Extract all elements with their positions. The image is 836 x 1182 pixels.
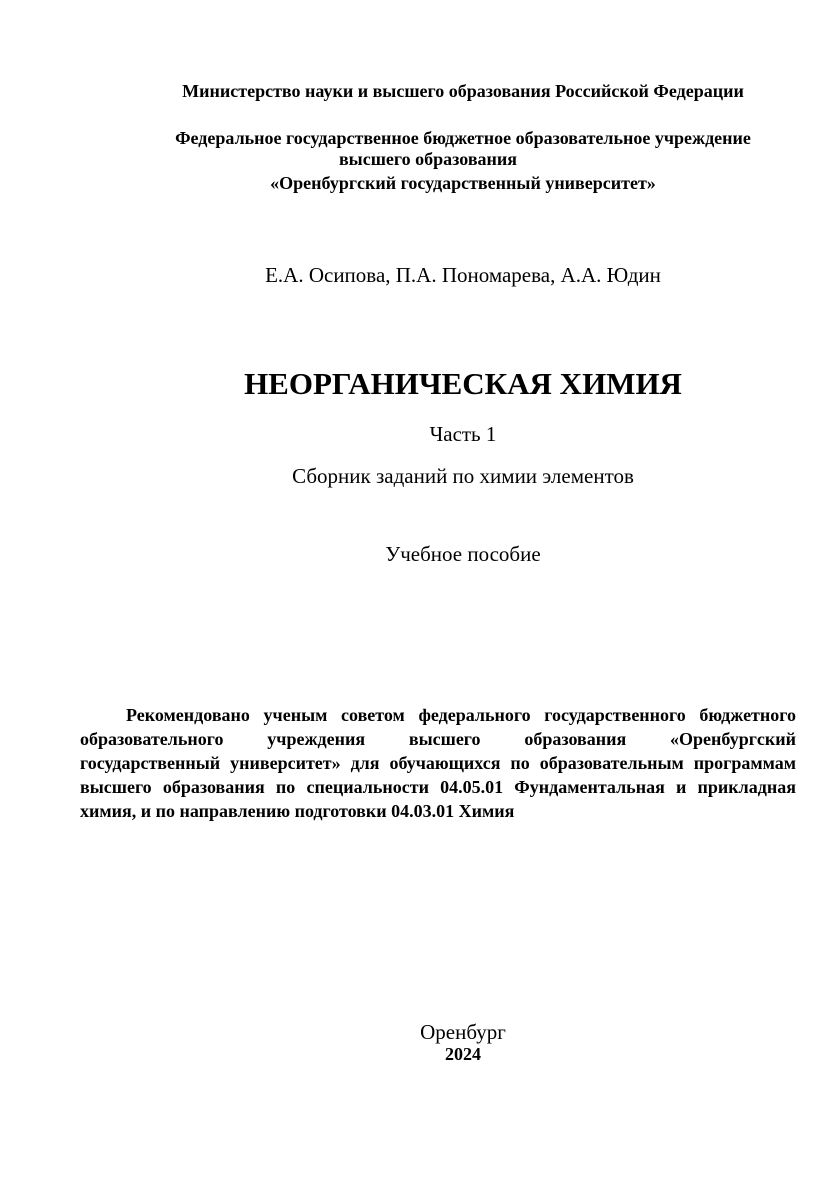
ministry-line: Министерство науки и высшего образования Российской Федерации xyxy=(182,81,744,101)
institution-line-2: высшего образования xyxy=(338,149,518,169)
recommendation-line: образовательного учреждения высшего образования «Оренбургский xyxy=(80,729,796,749)
publication-city: Оренбург xyxy=(420,1020,506,1044)
part-number: Часть 1 xyxy=(429,422,497,446)
institution-line-3: «Оренбургский государственный университет» xyxy=(270,173,656,193)
document-type: Учебное пособие xyxy=(385,542,541,566)
publication-year: 2024 xyxy=(445,1044,481,1064)
book-subtitle: Сборник заданий по химии элементов xyxy=(292,464,634,488)
recommendation-line: высшего образования по специальности 04.05.01 Фундаментальная и прикладная xyxy=(80,777,796,797)
recommendation-line: химия, и по направлению подготовки 04.03.01 Химия xyxy=(80,801,515,821)
recommendation-line: Рекомендовано ученым советом федерального государственного бюджетного xyxy=(126,705,796,725)
book-title: НЕОРГАНИЧЕСКАЯ ХИМИЯ xyxy=(244,366,682,401)
recommendation-paragraph xyxy=(80,703,796,823)
institution-line-1: Федеральное государственное бюджетное образовательное учреждение xyxy=(175,128,751,148)
recommendation-line: государственный университет» для обучающихся по образовательным программам xyxy=(80,753,796,773)
authors: Е.А. Осипова, П.А. Пономарева, А.А. Юдин xyxy=(265,263,661,287)
